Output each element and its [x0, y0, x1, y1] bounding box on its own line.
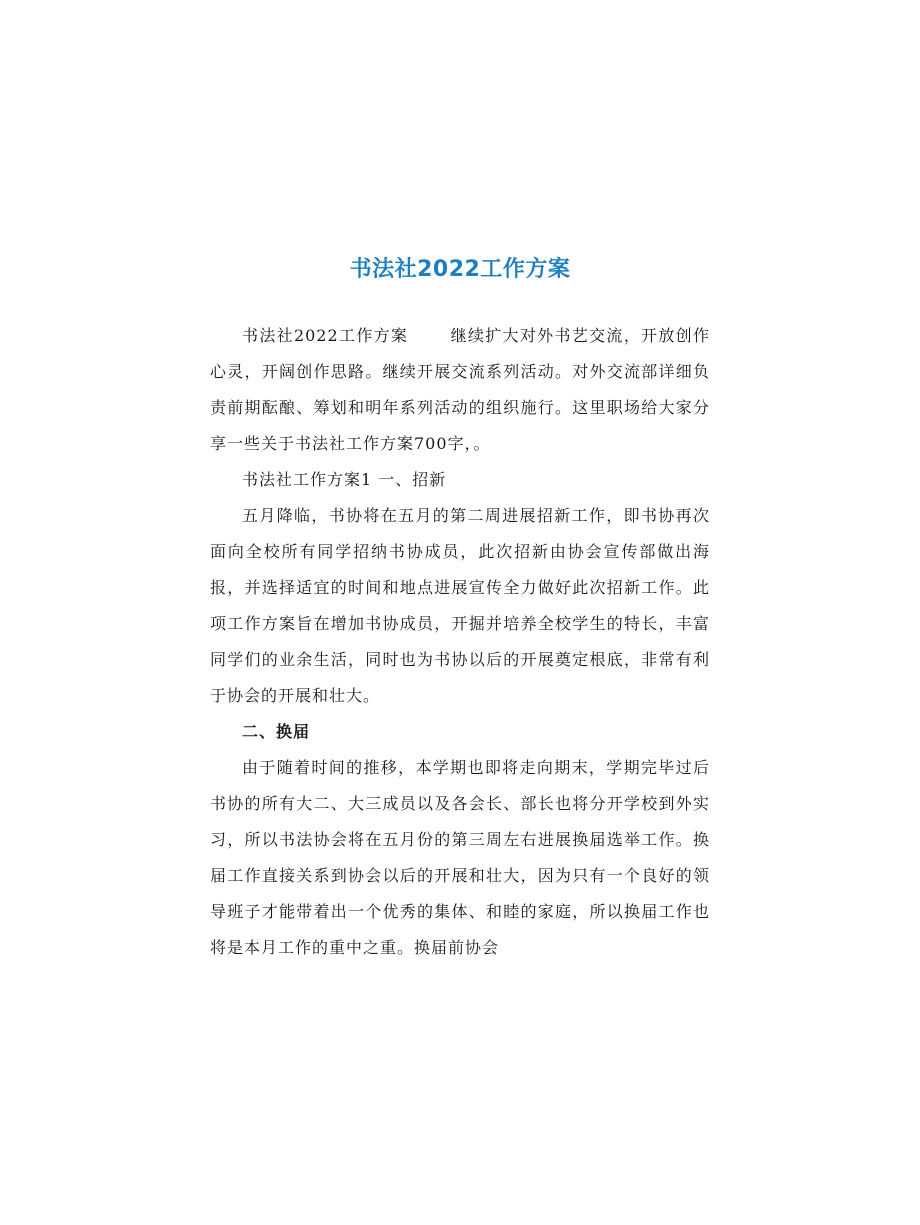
section2-paragraph: 由于随着时间的推移，本学期也即将走向期末，学期完毕过后书协的所有大二、大三成员以及各会长、部长也将分开学校到外实习，所以书法协会将在五月份的第三周左右进展换届选举工作。换届工作直接关系到协会以后的开展和壮大，因为只有一个良好的领导班子才能带着出一个优秀的集体、和睦的家庭，所以换届工作也将是本月工作的重中之重。换届前协会: [210, 758, 710, 957]
section2-heading: 二、换届: [242, 722, 311, 741]
intro-label: 书法社2022工作方案: [242, 326, 409, 345]
intro-text: 继续扩大对外书艺交流，开放创作心灵，开阔创作思路。继续开展交流系列活动。对外交流部详细负责前期酝酿、筹划和明年系列活动的组织施行。这里职场给大家分享一些关于书法社工作方案700字，。: [210, 326, 710, 453]
section1-line: 书法社工作方案1 一、招新: [242, 470, 447, 489]
section1-paragraph: 五月降临，书协将在五月的第二周进展招新工作，即书协再次面向全校所有同学招纳书协成员，此次招新由协会宣传部做出海报，并选择适宜的时间和地点进展宣传全力做好此次招新工作。此项工作方案旨在增加书协成员，开掘并培养全校学生的特长，丰富同学们的业余生活，同时也为书协以后的开展奠定根底，非常有利于协会的开展和壮大。: [210, 506, 710, 705]
document-title: 书法社2022工作方案: [349, 257, 571, 282]
document-body: [210, 318, 710, 966]
intro-paragraph: [210, 318, 710, 462]
